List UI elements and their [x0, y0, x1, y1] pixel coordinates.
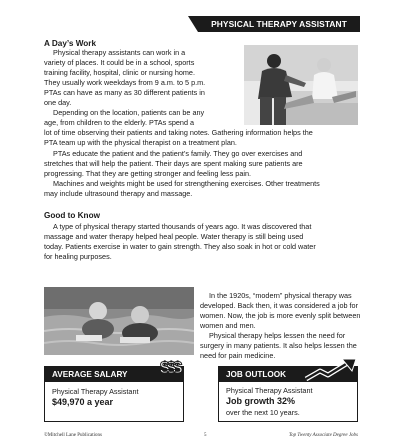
salary-heading: AVERAGE SALARY	[52, 369, 128, 379]
body-line: PTA team up with the physical therapist on a treatment plan.	[44, 138, 237, 147]
growth-arrow-icon	[304, 357, 360, 388]
body-line: PTAs educate the patient and the patient’s family. They go over exercises and	[53, 149, 303, 158]
salary-job: Physical Therapy Assistant	[52, 387, 139, 396]
body-line: Machines and weights might be used for strengthening exercises. Other treatments	[53, 179, 320, 188]
body-line: lot of time observing their patients and taking notes. Gathering information helps the	[44, 128, 313, 137]
side-line: In the 1920s, “modern” physical therapy was	[209, 291, 352, 300]
body-line: one day.	[44, 98, 72, 107]
side-line: women. Now, the job is more evenly split between	[200, 311, 361, 320]
body-line: stretches that will help the patient. Their days are spent making sure patients are	[44, 159, 303, 168]
body-line: progressing. That they are getting stronger and feeling less pain.	[44, 169, 252, 178]
side-line: surgery in many patients. It also helps lessen the	[200, 341, 357, 350]
body-line: may include ultrasound therapy and massage.	[44, 189, 193, 198]
outlook-heading: JOB OUTLOOK	[226, 369, 287, 379]
side-line: Physical therapy helps lessen the need for	[209, 331, 346, 340]
body-line: Depending on the location, patients can be any	[53, 108, 205, 117]
therapy-session-photo	[244, 45, 358, 125]
tab-title: PHYSICAL THERAPY ASSISTANT	[211, 19, 347, 29]
body-line: today. Patients exercise in water to gain strength. They also soak in hot or cold water	[44, 242, 316, 251]
salary-value: $49,970 a year	[52, 397, 114, 407]
water-therapy-photo	[44, 287, 194, 355]
heading-a-days-work: A Day’s Work	[44, 39, 97, 48]
footer-book-title: Top Twenty Associate Degree Jobs	[288, 433, 358, 438]
body-line: training facility, hospital, clinic or nursing home.	[44, 68, 195, 77]
body-line: PTAs can have as many as 30 different patients in	[44, 88, 205, 97]
body-line: variety of places. It could be in a school, sports	[44, 58, 195, 67]
footer-publisher: ©Mitchell Lane Publications	[44, 433, 102, 438]
dollar-signs-icon: $$$	[160, 358, 180, 377]
outlook-value: Job growth 32%	[226, 396, 296, 406]
section-tab	[198, 16, 360, 32]
body-line: A type of physical therapy started thousands of years ago. It was discovered that	[53, 222, 312, 231]
body-line: age, from children to the elderly. PTAs spend a	[44, 118, 195, 127]
body-line: Physical therapy assistants can work in a	[53, 48, 186, 57]
heading-good-to-know: Good to Know	[44, 211, 100, 220]
body-line: massage and water therapy helped heal people. Water therapy is still being used	[44, 232, 304, 241]
body-line: They usually work weekdays from 9 a.m. to 5 p.m.	[44, 78, 206, 87]
outlook-note: over the next 10 years.	[226, 408, 300, 417]
side-line: developed. Back then, it was considered a job for	[200, 301, 358, 310]
outlook-job: Physical Therapy Assistant	[226, 386, 313, 395]
footer-page-number: 5	[204, 433, 207, 438]
body-line: for healing purposes.	[44, 252, 112, 261]
side-line: women and men.	[200, 321, 256, 330]
side-line: need for pain medicine.	[200, 351, 276, 360]
